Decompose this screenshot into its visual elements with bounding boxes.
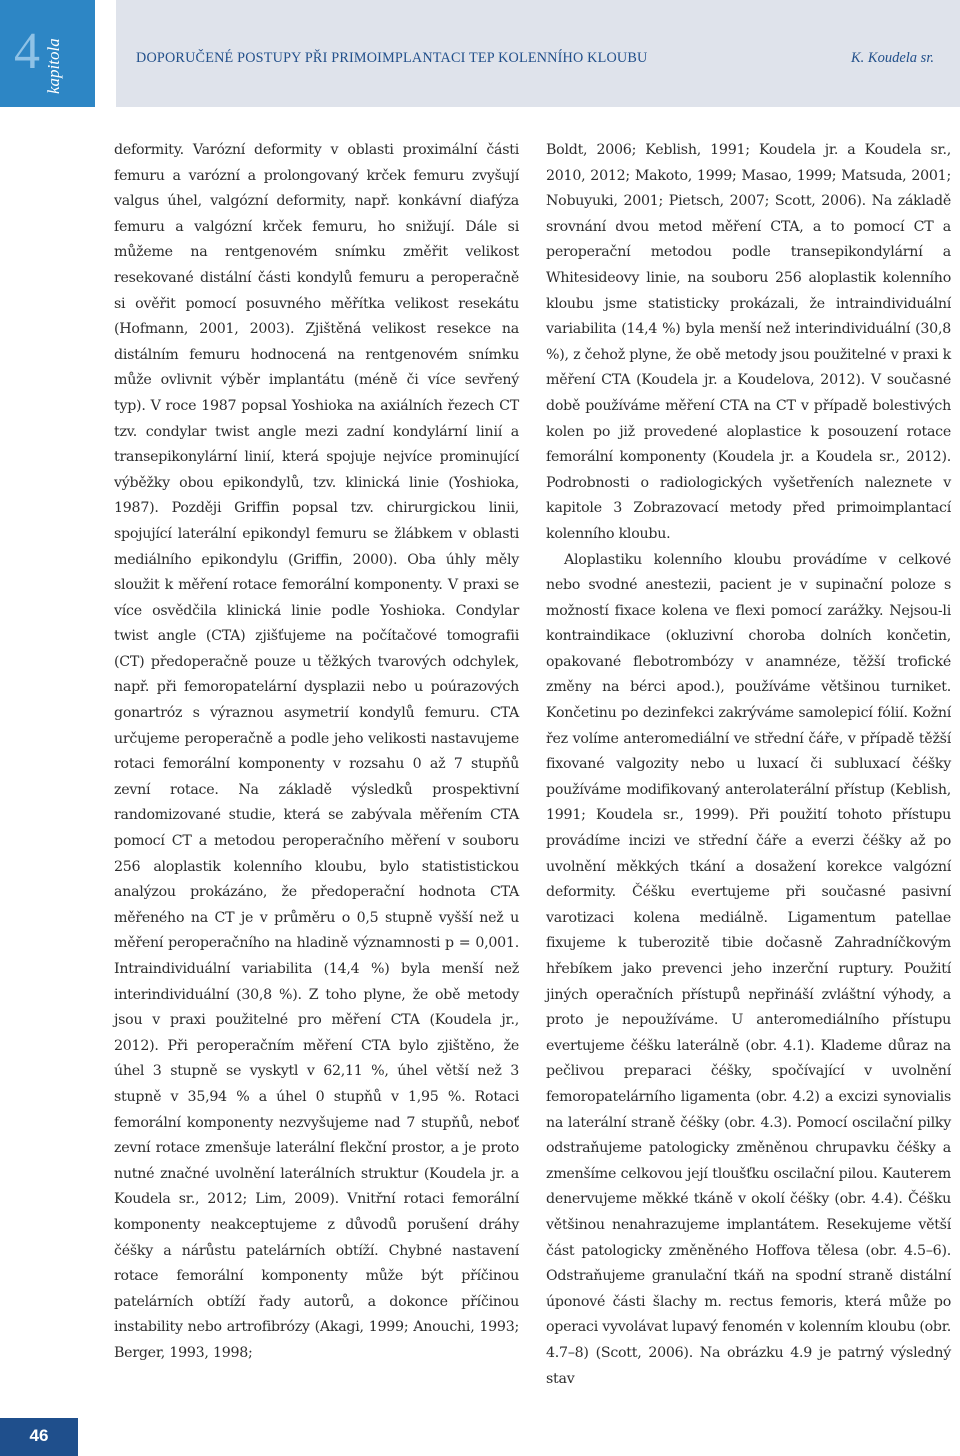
left-paragraph-1: deformity. Varózní deformity v oblasti proximální části femuru a varózní a prolongovaný krček femuru zvyšují valgus úhel, valgózní deformity, např. konkávní diafýza femuru a valgózní krček femuru, ho snižují. Dále si můžeme na rentgenovém snímku změřit velikost resekované distální části kondylů femuru a peroperačně si ověřit pomocí posuvného měřítka velikost resekátu (Hofmann, 2001, 2003). Zjištěná velikost resekce na distálním femuru hodnocená na rentgenovém snímku může ovlivnit výběr implantátu (méně či více sevřený typ). V roce 1987 popsal Yoshioka na axiálních řezech CT tzv. condylar twist angle mezi zadní kondylární linií a transepikonylární linií, která spojuje nejvíce prominující výběžky obou epikondylů, tzv. klinická linie (Yoshioka, 1987). Později Griffin popsal tzv. chirurgickou linii, spojující laterální epikondyl femuru se žlábkem v oblasti mediálního epikondylu (Griffin, 2000). Oba úhly měly sloužit k měření rotace femorální komponenty. V praxi se více osvědčila klinická linie podle Yoshioka. Condylar twist angle (CTA) zjišťujeme na počítačové tomografii (CT) předoperačně pouze u těžkých tvarových odchylek, např. při femoropatelární dysplazii nebo u poúrazových gonartróz s výraznou asymetrií kondylů femuru. CTA určujeme peroperačně a podle jeho velikosti nastavujeme rotaci femorální komponenty v rozsahu 0 až 7 stupňů zevní rotace. Na základě výsledků prospektivní randomizované studie, která se zabývala měřením CTA pomocí CT a metodou peroperačního měření v souboru 256 aloplastik kolenního kloubu, bylo statististickou analýzou prokázáno, že předoperační hodnota CTA měřeného na CT je v průměru o 0,5 stupně vyšší než u měření peroperačního na hladině významnosti p = 0,001. Intraindividuální variabilita (14,4 %) byla menší než interindividuální (30,8 %). Z toho plyne, že obě metody jsou v praxi použitelné pro měření CTA (Koudela jr., 2012). Při peroperačním měření CTA bylo zjištěno, že úhel 3 stupně se vyskytl v 62,11 %, úhel větší než 3 stupně v 35,94 % a úhel 0 stupňů v 1,95 %. Rotaci femorální komponenty nezvyšujeme nad 7 stupňů, neboť zevní rotace zmenšuje laterální flekční prostor, a je proto nutné značné uvolnění laterálních struktur (Koudela jr. a Koudela sr., 2012; Lim, 2009). Vnitřní rotaci femorální komponenty neakceptujeme z důvodů porušení dráhy čéšky a nárůstu patelárních obtíží. Chybné nastavení rotace femorální komponenty může být příčinou patelárních obtíží řady autorů, a dokonce příčinou instability nebo artrofibrózy (Akagi, 1999; Anouchi, 1993; Berger, 1993, 1998; <box>114 142 519 1361</box>
chapter-number: 4 <box>14 23 40 80</box>
chapter-label: kapitola <box>44 38 63 94</box>
running-header <box>116 0 960 107</box>
page-number-badge <box>0 1418 78 1456</box>
running-header-title: DOPORUČENÉ POSTUPY PŘI PRIMOIMPLANTACI TEP KOLENNÍHO KLOUBU <box>136 50 648 66</box>
chapter-tab <box>0 0 95 107</box>
left-column <box>114 138 519 1367</box>
right-paragraph-1: Boldt, 2006; Keblish, 1991; Koudela jr. a Koudela sr., 2010, 2012; Makoto, 1999; Masao, 1999; Matsuda, 2001; Nobuyuki, 2001; Pietsch, 2007; Scott, 2006). Na základě srovnání dvou metod měření CTA, a to pomocí CT a peroperační metodou podle transepikondylární a Whitesideovy linie, na souboru 256 aloplastik kolenního kloubu jsme statisticky prokázali, že intraindividuální variabilita (14,4 %) byla menší než interindividuální (30,8 %), z čehož plyne, že obě metody jsou použitelné v praxi k měření CTA (Koudela jr. a Koudelova, 2012). V současné době používáme měření CTA na CT v případě bolestivých kolen po již provedené aloplastice k posouzení rotace femorální komponenty (Koudela jr. a Koudela sr., 2012). Podrobnosti o radiologických vyšetřeních naleznete v kapitole 3 Zobrazovací metody před primoimplantací kolenního kloubu. <box>546 142 951 542</box>
article-body <box>0 134 960 1404</box>
running-header-author: K. Koudela sr. <box>851 50 934 66</box>
page-number: 46 <box>29 1426 49 1445</box>
right-column <box>546 138 951 1392</box>
right-paragraph-2: Aloplastiku kolenního kloubu provádíme v celkové nebo svodné anestezii, pacient je v supinační poloze s možností fixace kolena ve flexi pomocí zarážky. Nejsou-li kontraindikace (okluzivní choroba dolních končetin, opakované flebotrombózy v anamnéze, těžší trofické změny na bérci apod.), používáme většinou turniket. Končetinu po dezinfekci zakrýváme samolepicí fólií. Kožní řez volíme anteromediální ve střední čáře, v případě těžší fixované valgozity nebo u luxací či subluxací čéšky používáme modifikovaný anterolaterální přístup (Keblish, 1991; Koudela sr., 1999). Při použití tohoto přístupu provádíme incizi ve střední čáře a everzi čéšky až po uvolnění měkkých tkání a dosažení korekce valgózní deformity. Čéšku evertujeme při současné pasivní varotizaci kolena mediálně. Ligamentum patellae fixujeme k tuberozitě tibie dočasně Zahradníčkovým hřebíkem jako prevenci jeho inzerční ruptury. Použití jiných operačních přístupů nepřináší zvláštní výhody, a proto je nepoužíváme. U anteromediálního přístupu evertujeme čéšku laterálně (obr. 4.1). Klademe důraz na pečlivou preparaci čéšky, spočívající v uvolnění femoropatelárního ligamenta (obr. 4.2) a excizi synovialis na laterální straně čéšky (obr. 4.3). Pomocí oscilační pilky odstraňujeme patologicky změněnou chrupavku čéšky a zmenšíme celkovou její tloušťku oscilační pilou. Kauterem denervujeme měkké tkáně v okolí čéšky (obr. 4.4). Čéšku většinou nenahrazujeme implantátem. Resekujeme větší část patologicky změněného Hoffova tělesa (obr. 4.5–6). Odstraňujeme granulační tkáň na spodní straně distální úponové části šlachy m. rectus femoris, která může po operaci vyvolávat lupavý fenomén v kolenním kloubu (obr. 4.7–8) (Scott, 2006). Na obrázku 4.9 je patrný výsledný stav <box>546 551 951 1387</box>
